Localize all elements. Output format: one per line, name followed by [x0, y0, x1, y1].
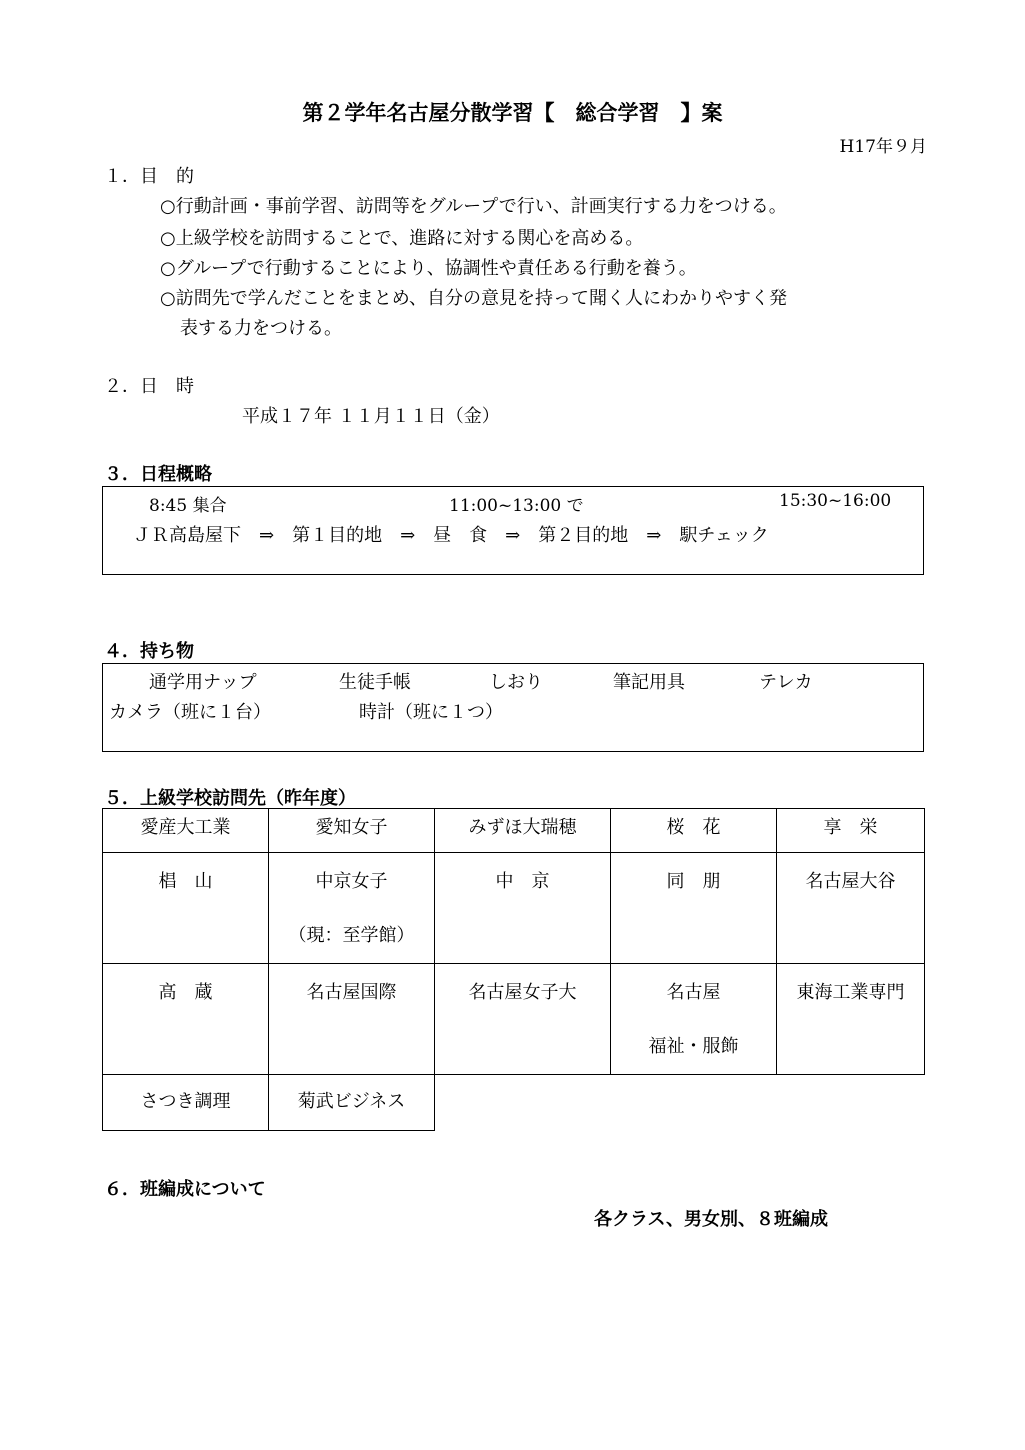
- belonging-item: テレカ: [759, 672, 813, 693]
- visit-school-cell: [777, 853, 925, 964]
- document-date: H17年９月: [839, 137, 927, 157]
- section-groups-heading: ６．班編成について: [104, 1179, 266, 1200]
- school-name: 桜 花: [666, 817, 721, 838]
- belonging-item: カメラ（班に１台）: [109, 702, 271, 723]
- school-name: 中京女子: [315, 871, 388, 892]
- visit-school-cell: [269, 853, 435, 964]
- school-name: 高 蔵: [158, 982, 213, 1003]
- school-name: 同 朋: [666, 871, 721, 892]
- schedule-route: ＪＲ高島屋下 ⇒ 第１目的地 ⇒ 昼 食 ⇒ 第２目的地 ⇒ 駅チェック: [133, 525, 769, 546]
- visit-school-cell: [269, 964, 435, 1075]
- visit-school-cell: [435, 964, 611, 1075]
- school-name: 愛産大工業: [140, 817, 231, 838]
- visit-school-cell: [777, 964, 925, 1075]
- section-schedule-heading: ３．日程概略: [104, 464, 212, 485]
- schedule-end-time: 15:30~16:00: [779, 491, 892, 511]
- school-name: 愛知女子: [315, 817, 388, 838]
- visit-school-cell: [435, 853, 611, 964]
- schedule-start-time: 8:45 集合: [149, 496, 227, 516]
- belonging-item: 生徒手帳: [339, 672, 411, 693]
- visit-school-cell: [269, 1075, 435, 1131]
- school-name: 名古屋: [666, 982, 721, 1003]
- school-name: さつき調理: [140, 1091, 231, 1112]
- visit-school-cell: [611, 964, 777, 1075]
- purpose-item-4: ○訪問先で学んだことをまとめ、自分の意見を持って聞く人にわかりやすく発: [160, 288, 787, 309]
- page-title: 第２学年名古屋分散学習【 総合学習 】案: [302, 100, 723, 125]
- school-name: 菊武ビジネス: [297, 1091, 406, 1112]
- event-date: 平成１７年 １１月１１日（金）: [242, 406, 500, 427]
- belongings-box: [102, 663, 924, 752]
- empty-cell: [435, 1075, 611, 1131]
- section-visits-heading: ５．上級学校訪問先（昨年度）: [104, 788, 356, 809]
- visit-school-cell: [103, 853, 269, 964]
- section-datetime-heading: ２．日 時: [104, 376, 194, 397]
- purpose-item-2: ○上級学校を訪問することで、進路に対する関心を高める。: [160, 228, 644, 249]
- school-name: 名古屋国際: [306, 982, 397, 1003]
- purpose-item-1: ○行動計画・事前学習、訪問等をグループで行い、計画実行する力をつける。: [160, 196, 787, 217]
- visits-table: [102, 808, 925, 1131]
- purpose-item-4-continued: 表する力をつける。: [180, 318, 342, 339]
- belonging-item: 筆記用具: [613, 672, 685, 693]
- visit-school-cell: [103, 809, 269, 853]
- school-name: 享 栄: [823, 817, 878, 838]
- schedule-mid-time: 11:00~13:00 で: [449, 496, 584, 516]
- visit-school-cell: [777, 809, 925, 853]
- belonging-item: しおり: [489, 672, 543, 693]
- school-name-note: 福祉・服飾: [648, 1036, 739, 1057]
- school-name-note: （現：至学館）: [288, 925, 415, 946]
- belonging-item: 時計（班に１つ）: [359, 702, 503, 723]
- group-composition: 各クラス、男女別、８班編成: [594, 1209, 828, 1230]
- visit-school-cell: [611, 809, 777, 853]
- school-name: 椙 山: [158, 871, 213, 892]
- school-name: 名古屋女子大: [468, 982, 577, 1003]
- empty-cell: [611, 1075, 777, 1131]
- visit-school-cell: [103, 1075, 269, 1131]
- section-purpose-heading: １．目 的: [104, 166, 194, 187]
- belonging-item: 通学用ナップ: [149, 672, 257, 693]
- visit-school-cell: [269, 809, 435, 853]
- school-name: みずほ大瑞穂: [468, 817, 577, 838]
- visit-school-cell: [435, 809, 611, 853]
- school-name: 名古屋大谷: [805, 871, 896, 892]
- purpose-item-3: ○グループで行動することにより、協調性や責任ある行動を養う。: [160, 258, 697, 279]
- school-name: 東海工業専門: [796, 982, 905, 1003]
- schedule-box: [102, 486, 924, 575]
- visit-school-cell: [103, 964, 269, 1075]
- school-name: 中 京: [495, 871, 550, 892]
- visit-school-cell: [611, 853, 777, 964]
- empty-cell: [777, 1075, 925, 1131]
- section-belongings-heading: ４．持ち物: [104, 641, 194, 662]
